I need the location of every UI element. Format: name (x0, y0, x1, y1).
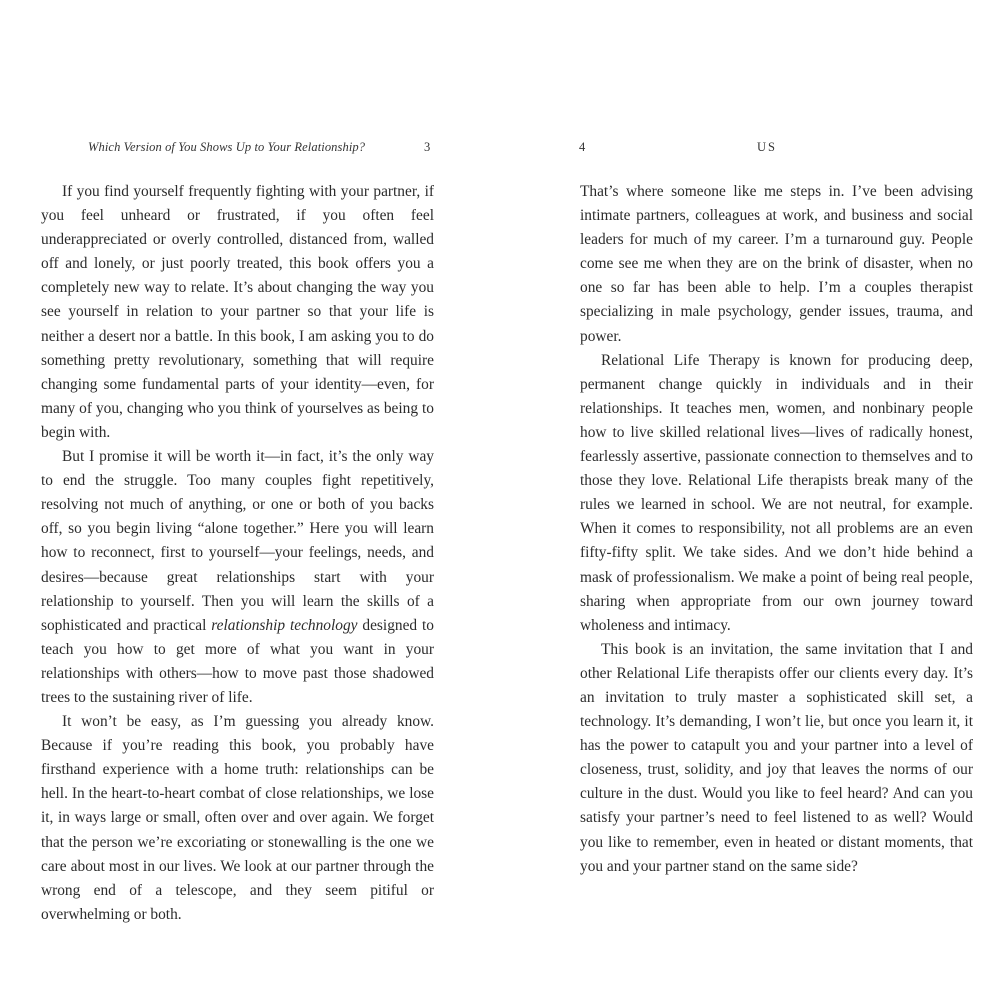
right-page-body (580, 180, 973, 879)
paragraph (41, 445, 434, 710)
paragraph: That’s where someone like me steps in. I’ve been advising intimate partners, colleagues at work, and business and social leaders for much of my career. I’m a turnaround guy. People come see me when they are on the brink of disaster, when no one so far has been able to help. I’m a couples therapist specializing in male psychology, gender issues, trauma, and power. (580, 183, 973, 345)
paragraph-text: designed to teach you how to get more of what you want in your relationships with others—how to move past those shadowed trees to the sustaining river of life. (41, 616, 434, 706)
left-page-body (41, 180, 434, 927)
paragraph: If you find yourself frequently fighting with your partner, if you feel unheard or frustrated, if you often feel underappreciated or overly controlled, distanced from, walled off and lonely, or just poorly treated, this book offers you a completely new way to relate. It’s about changing the way you see yourself in relation to your partner so that your life is neither a desert nor a battle. In this book, I am asking you to do something pretty revolutionary, something that will require changing some fundamental parts of your identity—even, for many of you, changing who you think of yourselves as being to begin with. (41, 183, 434, 441)
page-number-left: 3 (424, 140, 431, 154)
paragraph: This book is an invitation, the same invitation that I and other Relational Life therapists offer our clients every day. It’s an invitation to truly master a sophisticated skill set, a technology. It’s demanding, I won’t lie, but once you learn it, it has the power to catapult you and your partner into a level of closeness, trust, solidity, and joy that leaves the norms of our culture in the dust. Would you like to feel heard? And can you satisfy your partner’s need to feel listened to as well? Would you like to remember, even in heated or distant moments, that you and your partner stand on the same side? (580, 640, 973, 875)
right-page (500, 0, 1000, 1000)
paragraph-text: But I promise it will be worth it—in fact, it’s the only way to end the struggle. Too many couples fight repetitively, resolving not much of anything, or one or both of you backs off, so you begin living “alone together.” Here you will learn how to reconnect, first to yourself—your feelings, needs, and desires—because great relationships start with your relationship to yourself. Then you will learn the skills of a sophisticated and practical (41, 448, 434, 634)
page-number-right: 4 (579, 140, 586, 154)
running-head-left: Which Version of You Shows Up to Your Relationship? (88, 140, 366, 154)
emphasized-term: relationship technology (211, 616, 358, 634)
paragraph: Relational Life Therapy is known for producing deep, permanent change quickly in individuals and in their relationships. It teaches men, women, and nonbinary people how to live skilled relational lives—lives of radically honest, fearlessly assertive, passionate connection to themselves and to those they love. Relational Life therapists break many of the rules we learned in school. We are not neutral, for example. When it comes to responsibility, not all problems are an even fifty-fifty split. We take sides. And we don’t hide behind a mask of professionalism. We make a point of being real people, sharing when appropriate from our own journey toward wholeness and intimacy. (580, 351, 973, 634)
paragraph: It won’t be easy, as I’m guessing you already know. Because if you’re reading this book, you probably have firsthand experience with a home truth: relationships can be hell. In the heart-to-heart combat of close relationships, we lose it, in ways large or small, often over and over again. We forget that the person we’re excoriating or stonewalling is the one we care about most in our lives. We look at our partner through the wrong end of a telescope, and they seem pitiful or overwhelming or both. (41, 713, 434, 923)
running-head-right: US (757, 140, 777, 154)
